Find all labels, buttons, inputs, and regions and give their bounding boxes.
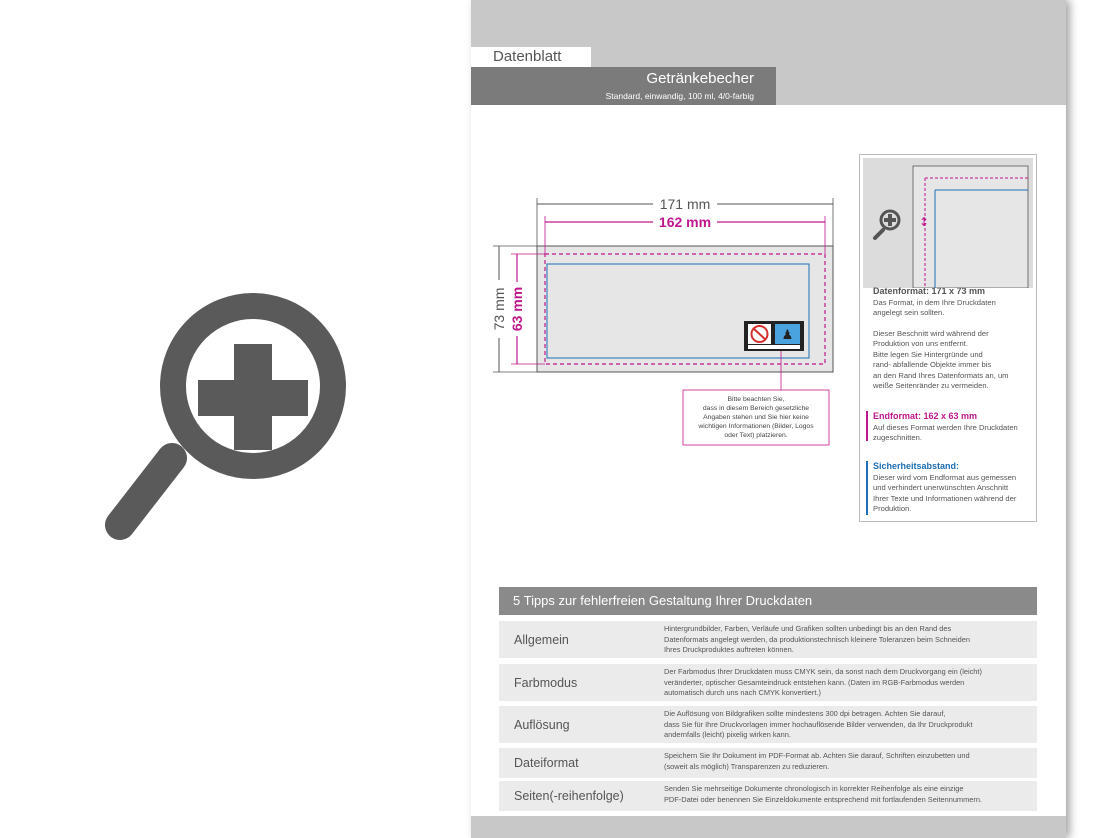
tip-text: Der Farbmodus Ihrer Druckdaten muss CMYK sein, da sonst nach dem Druckvorgang ein (leicht) veränderter, optischer Gesamteindruck entstehen kann. (Daten im RGB-Farbmodus werden automatisch durch uns nach CMYK konvertiert.) <box>664 667 982 697</box>
legend-preview <box>863 158 1033 288</box>
tip-text: Hintergrundbilder, Farben, Verläufe und Grafiken sollten unbedingt bis an den Rand des Datenformats angelegt werden, da produktionstechnisch kleinere Toleranzen beim Schneiden Ihres Druckproduktes auftreten können. <box>664 624 970 654</box>
tips-row <box>499 621 1037 658</box>
zoom-in-icon[interactable] <box>100 280 360 550</box>
tips-row <box>499 781 1037 811</box>
legend-line: zugeschnitten. <box>873 433 922 442</box>
legend-line: rand- abfallende Objekte immer bis <box>873 360 992 369</box>
tip-label: Farbmodus <box>514 675 578 690</box>
product-subtitle: Standard, einwandig, 100 ml, 4/0-farbig <box>605 91 754 101</box>
legend-line: weiße Seitenränder zu vermeiden. <box>873 381 989 390</box>
sicherheit-title: Sicherheitsabstand: <box>873 461 960 471</box>
legal-note-line: Angaben stehen und Sie hier keine <box>703 414 809 421</box>
tip-text: Die Auflösung von Bildgrafiken sollte mindestens 300 dpi betragen. Achten Sie darauf, dass Sie für Ihre Druckvorlagen immer hochauflösende Bilder verwenden, da Ihr Druckprodukt andernfalls (leicht) pixelig wirken kann. <box>664 709 973 739</box>
tips-row <box>499 706 1037 743</box>
datenblatt-tab: Datenblatt <box>471 47 591 67</box>
legend-line: Auf dieses Format werden Ihre Druckdaten <box>873 422 1018 432</box>
legend-line: Produktion. <box>873 504 912 513</box>
sicherheit-legend <box>873 461 1035 515</box>
datenformat-legend <box>873 286 1035 392</box>
safety-bar <box>866 461 868 515</box>
product-title: Getränkebecher <box>646 70 754 87</box>
endformat-bar <box>866 411 868 441</box>
print-format-diagram <box>471 150 851 470</box>
legend-line: Das Format, in dem Ihre Druckdaten <box>873 297 996 307</box>
tip-label: Seiten(-reihenfolge) <box>514 789 624 803</box>
datenformat-title: Datenformat: 171 x 73 mm <box>873 286 986 296</box>
legend-line: Produktion von uns entfernt. <box>873 339 968 348</box>
legend-line: an den Rand Ihres Datenformats an, um <box>873 370 1009 380</box>
tip-label: Allgemein <box>514 632 569 647</box>
svg-text:↕: ↕ <box>919 215 930 229</box>
tip-text: Senden Sie mehrseitige Dokumente chronologisch in korrekter Reihenfolge als eine einzige PDF-Datei oder benennen Sie Einzeldokumente entsprechend mit fortlaufenden Seitennummern. <box>664 784 982 804</box>
height-inner-label: 63 mm <box>509 286 525 332</box>
product-title-box <box>471 67 776 105</box>
tips-title: 5 Tipps zur fehlerfreien Gestaltung Ihrer Druckdaten <box>499 587 1037 615</box>
legal-note-line: wichtigen Informationen (Bilder, Logos <box>698 423 814 430</box>
legend-line: Ihrer Texte und Informationen während der <box>873 493 1017 503</box>
legend-panel <box>859 154 1037 522</box>
svg-text:♟: ♟ <box>781 327 794 342</box>
height-outer-label: 73 mm <box>491 287 507 331</box>
tips-row <box>499 664 1037 701</box>
tip-text: Speichern Sie Ihr Dokument im PDF-Format ab. Achten Sie darauf, Schriften einzubetten und (soweit als möglich) Transparenzen zu reduzieren. <box>664 751 970 771</box>
endformat-legend <box>873 411 1035 444</box>
legend-line: und verhindert unerwünschten Anschnitt <box>873 483 1009 492</box>
footer-band <box>471 816 1066 838</box>
zoom-in-small-icon <box>875 211 899 238</box>
legend-line: Dieser Beschnitt wird während der <box>873 328 989 338</box>
tip-label: Dateiformat <box>514 756 579 770</box>
legend-line: Bitte legen Sie Hintergründe und <box>873 349 983 359</box>
datasheet-page <box>471 0 1066 838</box>
legend-line: Dieser wird vom Endformat aus gemessen <box>873 472 1017 482</box>
width-outer-label: 171 mm <box>659 196 711 212</box>
legal-note-line: dass in diesem Bereich gesetzliche <box>702 405 810 412</box>
legal-note-line: Bitte beachten Sie, <box>727 396 785 403</box>
legend-line: angelegt sein sollten. <box>873 308 945 317</box>
endformat-title: Endformat: 162 x 63 mm <box>873 411 978 421</box>
width-inner-label: 162 mm <box>658 214 712 230</box>
tips-row <box>499 748 1037 778</box>
tip-label: Auflösung <box>514 717 570 732</box>
legal-note-line: oder Text) platzieren. <box>724 432 788 439</box>
datenformat-area <box>537 246 833 372</box>
